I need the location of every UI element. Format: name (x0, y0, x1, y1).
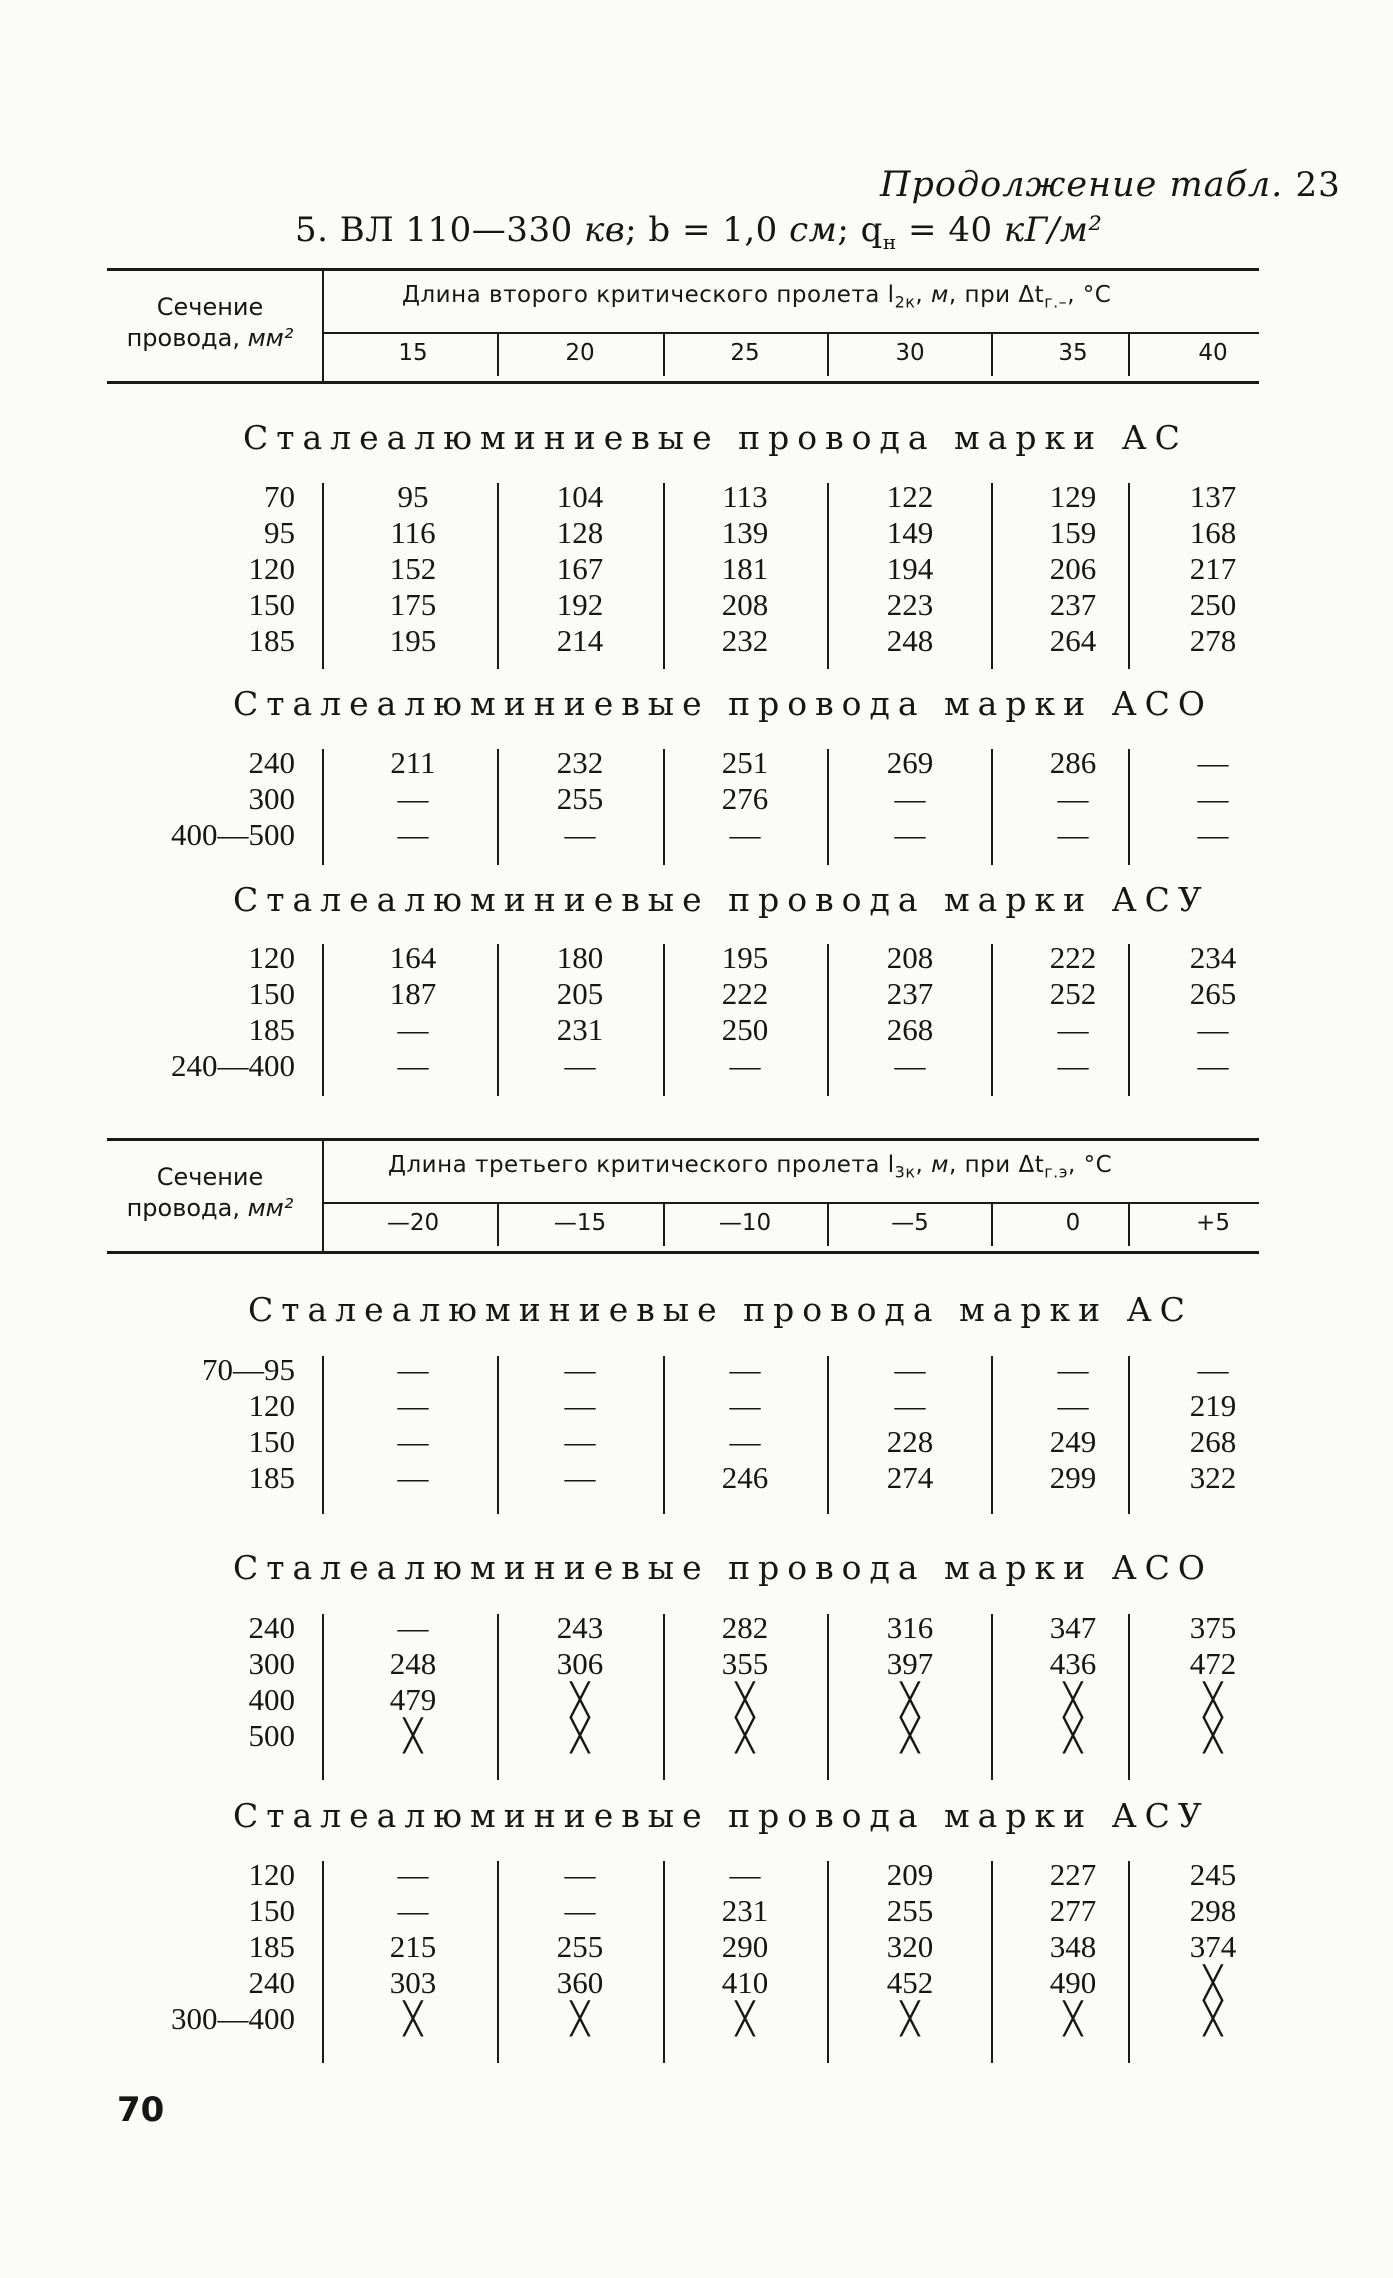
table-cell: 250 (1189, 587, 1237, 622)
table-number: 23 (1295, 165, 1341, 205)
table-cell: 268 (886, 1012, 934, 1047)
table1-top-header-end: , °C (1067, 282, 1112, 308)
table-cell: ╳ (1203, 1682, 1223, 1717)
subtitle-q-part: ; q (837, 210, 883, 250)
table-cell: 316 (886, 1610, 934, 1645)
table-cell: — (397, 1893, 429, 1928)
row-label-separator (322, 944, 324, 1096)
table-cell: — (564, 1388, 596, 1423)
table2-top-header-end: , °C (1068, 1152, 1113, 1178)
table-cell: 246 (721, 1460, 769, 1495)
table-cell: 255 (556, 781, 604, 816)
row-label: 300 (248, 1646, 295, 1681)
table-cell: 276 (721, 781, 769, 816)
table-cell: 217 (1189, 551, 1237, 586)
column-separator (991, 1861, 993, 2063)
table-cell: ╳ (900, 1718, 920, 1753)
table-cell: 194 (886, 551, 934, 586)
column-separator (497, 1356, 499, 1514)
table-cell: ╳ (1063, 1718, 1083, 1753)
table-cell: — (564, 1424, 596, 1459)
table-cell: — (397, 1048, 429, 1083)
table2-top-header-mid: , (915, 1152, 932, 1178)
table-cell: 187 (389, 976, 437, 1011)
table-cell: 175 (389, 587, 437, 622)
table2-header-divider (322, 1140, 324, 1252)
table-cell: ╳ (1203, 1718, 1223, 1753)
row-label: 400 (248, 1682, 295, 1717)
table-cell: 306 (556, 1646, 604, 1681)
table2-top-header-sub: 3к (894, 1162, 916, 1182)
table-cell: 149 (886, 515, 934, 550)
row-label: 300—400 (171, 2001, 295, 2036)
table-cell: 290 (721, 1929, 769, 1964)
row-label: 185 (248, 1012, 295, 1047)
column-separator (991, 749, 993, 865)
table1-top-header-mid: , (915, 282, 932, 308)
table-cell: — (1057, 1048, 1089, 1083)
table-cell: 180 (556, 940, 604, 975)
table-cell: — (397, 1857, 429, 1892)
table-cell: — (729, 1048, 761, 1083)
column-separator (497, 749, 499, 865)
subtitle-q-subscript: н (882, 229, 897, 254)
table-cell: — (729, 1388, 761, 1423)
table-cell: 303 (389, 1965, 437, 2000)
column-separator (1128, 1614, 1130, 1780)
table-cell: ╳ (735, 1682, 755, 1717)
table1-left-header-line1: Сечение (156, 293, 264, 321)
table-cell: 95 (397, 479, 429, 514)
table1-top-header (402, 282, 1111, 312)
table2-top-header (388, 1152, 1112, 1182)
column-header: 40 (1198, 340, 1228, 366)
column-header: 0 (1065, 1210, 1081, 1236)
table-cell: 228 (886, 1424, 934, 1459)
table-cell: 265 (1189, 976, 1237, 1011)
subtitle-prefix: 5. ВЛ 110—330 (295, 210, 585, 250)
column-separator (497, 944, 499, 1096)
column-separator (1128, 944, 1130, 1096)
table-cell: 219 (1189, 1388, 1237, 1423)
table-cell: — (397, 1388, 429, 1423)
table-cell: — (894, 1388, 926, 1423)
table-cell: — (1057, 1352, 1089, 1387)
table-cell: 222 (721, 976, 769, 1011)
table-cell: 209 (886, 1857, 934, 1892)
page-number: 70 (117, 2090, 165, 2130)
table2-header-bottom-rule (107, 1251, 1259, 1254)
column-separator (827, 1614, 829, 1780)
table-cell: 129 (1049, 479, 1097, 514)
row-label: 185 (248, 623, 295, 658)
column-header: 15 (398, 340, 428, 366)
column-separator (991, 1614, 993, 1780)
subtitle-sm-unit: см (789, 210, 838, 250)
table-cell: 232 (721, 623, 769, 658)
table-cell: 452 (886, 1965, 934, 2000)
table-cell: — (1057, 1388, 1089, 1423)
table-cell: 104 (556, 479, 604, 514)
table-cell: ╳ (1063, 1682, 1083, 1717)
table-cell: — (397, 781, 429, 816)
table-cell: ╳ (900, 2001, 920, 2036)
table2-top-header-sub2: г.э (1044, 1162, 1069, 1182)
table-cell: — (397, 1424, 429, 1459)
table-cell: — (564, 817, 596, 852)
table-cell: 211 (390, 745, 436, 780)
table-cell: 490 (1049, 1965, 1097, 2000)
table-cell: 282 (721, 1610, 769, 1645)
table-cell: 137 (1189, 479, 1237, 514)
column-separator (663, 1356, 665, 1514)
section-title: Сталеалюминиевые провода марки АСО (233, 1548, 1213, 1587)
table-cell: 128 (556, 515, 604, 550)
row-label-separator (322, 1614, 324, 1780)
row-label: 120 (248, 940, 295, 975)
table-cell: — (729, 817, 761, 852)
row-label: 150 (248, 976, 295, 1011)
row-label: 70 (264, 479, 295, 514)
column-separator (663, 1861, 665, 2063)
table-cell: 222 (1049, 940, 1097, 975)
row-label-separator (322, 483, 324, 669)
column-header: —20 (386, 1210, 440, 1236)
table1-left-header-line2: провода, (126, 324, 248, 352)
table-cell: 181 (721, 551, 769, 586)
table-cell: ╳ (735, 1718, 755, 1753)
table-cell: — (729, 1857, 761, 1892)
table-cell: ╳ (403, 1718, 423, 1753)
table-cell: 231 (556, 1012, 604, 1047)
table-cell: 192 (556, 587, 604, 622)
table-cell: ╳ (570, 1718, 590, 1753)
column-separator (497, 1202, 499, 1246)
table-cell: — (1197, 1352, 1229, 1387)
section-title: Сталеалюминиевые провода марки АС (243, 418, 1188, 457)
subtitle-kv-unit: кв (584, 210, 626, 250)
column-separator (1128, 1861, 1130, 2063)
table-cell: 215 (389, 1929, 437, 1964)
table2-left-header (110, 1162, 310, 1224)
table2-subheader-rule (322, 1202, 1259, 1204)
table-cell: 264 (1049, 623, 1097, 658)
table1-left-header (110, 292, 310, 354)
table-cell: — (1197, 781, 1229, 816)
section-title: Сталеалюминиевые провода марки АСО (233, 684, 1213, 723)
table-cell: 269 (886, 745, 934, 780)
continuation-label: Продолжение табл. (880, 165, 1284, 205)
row-label: 240 (248, 1965, 295, 2000)
column-separator (1128, 749, 1130, 865)
row-label: 120 (248, 1388, 295, 1423)
table-cell: — (1197, 1012, 1229, 1047)
table-cell: 479 (389, 1682, 437, 1717)
subtitle-b-part: ; b = 1,0 (625, 210, 790, 250)
table-cell: 298 (1189, 1893, 1237, 1928)
row-label: 120 (248, 551, 295, 586)
column-separator (991, 332, 993, 376)
table-cell: — (894, 781, 926, 816)
table-cell: — (729, 1424, 761, 1459)
table-cell: 375 (1189, 1610, 1237, 1645)
table-cell: ╳ (570, 2001, 590, 2036)
column-separator (827, 1356, 829, 1514)
table-cell: — (397, 817, 429, 852)
table-cell: 237 (886, 976, 934, 1011)
table-cell: 223 (886, 587, 934, 622)
table-cell: — (894, 1048, 926, 1083)
table-cell: — (564, 1893, 596, 1928)
table1-header-divider (322, 270, 324, 382)
row-label: 95 (264, 515, 295, 550)
table-cell: ╳ (1203, 2001, 1223, 2036)
table-cell: 248 (389, 1646, 437, 1681)
table-cell: 195 (389, 623, 437, 658)
column-header: —10 (718, 1210, 772, 1236)
table-cell: — (894, 1352, 926, 1387)
table-cell: 208 (886, 940, 934, 975)
table-cell: 167 (556, 551, 604, 586)
table2-top-header-m: м (931, 1152, 949, 1178)
column-separator (1128, 1356, 1130, 1514)
table-cell: ╳ (403, 2001, 423, 2036)
table-cell: 214 (556, 623, 604, 658)
row-label: 150 (248, 587, 295, 622)
table-cell: 208 (721, 587, 769, 622)
column-separator (827, 944, 829, 1096)
row-label: 185 (248, 1929, 295, 1964)
table-cell: 205 (556, 976, 604, 1011)
table1-header-bottom-rule (107, 381, 1259, 384)
table-cell: 243 (556, 1610, 604, 1645)
column-separator (827, 749, 829, 865)
column-separator (497, 483, 499, 669)
row-label: 240 (248, 745, 295, 780)
table2-left-header-line2: провода, (126, 1194, 248, 1222)
table-cell: 410 (721, 1965, 769, 2000)
column-header: —5 (891, 1210, 929, 1236)
table-continuation-caption (880, 165, 1341, 205)
column-header: 20 (565, 340, 595, 366)
table-cell: 113 (722, 479, 768, 514)
table-cell: 255 (886, 1893, 934, 1928)
table1-top-header-sub: 2к (894, 292, 916, 312)
table-cell: — (564, 1048, 596, 1083)
row-label: 70—95 (202, 1352, 295, 1387)
row-label-separator (322, 1861, 324, 2063)
table-cell: — (1197, 745, 1229, 780)
table-cell: 206 (1049, 551, 1097, 586)
table-cell: 397 (886, 1646, 934, 1681)
column-separator (827, 1202, 829, 1246)
column-header: 25 (730, 340, 760, 366)
table1-left-header-unit: мм² (247, 324, 294, 352)
table-cell: ╳ (735, 2001, 755, 2036)
column-separator (1128, 483, 1130, 669)
column-separator (991, 1356, 993, 1514)
row-label-separator (322, 749, 324, 865)
column-header: 35 (1058, 340, 1088, 366)
table2-left-header-line1: Сечение (156, 1163, 264, 1191)
table1-top-header-sub2: г.– (1044, 292, 1068, 312)
column-separator (663, 1614, 665, 1780)
table-cell: — (397, 1610, 429, 1645)
table-cell: 277 (1049, 1893, 1097, 1928)
column-separator (663, 483, 665, 669)
column-separator (497, 332, 499, 376)
table-cell: ╳ (570, 1682, 590, 1717)
table1-top-rule (107, 268, 1259, 271)
table-cell: 355 (721, 1646, 769, 1681)
table-cell: — (564, 1352, 596, 1387)
table-cell: — (397, 1012, 429, 1047)
table-cell: 248 (886, 623, 934, 658)
table-cell: 250 (721, 1012, 769, 1047)
row-label: 150 (248, 1424, 295, 1459)
column-header: —15 (553, 1210, 607, 1236)
table-cell: — (564, 1460, 596, 1495)
table-cell: — (1197, 1048, 1229, 1083)
subtitle-q-value: = 40 (896, 210, 1004, 250)
section-title: Сталеалюминиевые провода марки АС (248, 1290, 1193, 1329)
table-cell: 436 (1049, 1646, 1097, 1681)
section-title: Сталеалюминиевые провода марки АСУ (233, 1796, 1210, 1835)
column-separator (827, 483, 829, 669)
column-separator (1128, 1202, 1130, 1246)
table-cell: 195 (721, 940, 769, 975)
row-label: 240 (248, 1610, 295, 1645)
table-cell: 232 (556, 745, 604, 780)
table-cell: 322 (1189, 1460, 1237, 1495)
table1-subheader-rule (322, 332, 1259, 334)
column-separator (827, 332, 829, 376)
table-cell: ╳ (1203, 1965, 1223, 2000)
column-separator (991, 1202, 993, 1246)
column-separator (991, 483, 993, 669)
row-label: 185 (248, 1460, 295, 1495)
table-cell: ╳ (1063, 2001, 1083, 2036)
table-cell: 231 (721, 1893, 769, 1928)
table1-top-header-suffix: , при Δt (948, 282, 1045, 308)
table-cell: — (397, 1460, 429, 1495)
table-cell: — (729, 1352, 761, 1387)
column-separator (663, 944, 665, 1096)
table-cell: 249 (1049, 1424, 1097, 1459)
table-cell: 286 (1049, 745, 1097, 780)
table-cell: 299 (1049, 1460, 1097, 1495)
table-cell: — (1057, 781, 1089, 816)
table-cell: 237 (1049, 587, 1097, 622)
row-label: 300 (248, 781, 295, 816)
column-separator (663, 749, 665, 865)
table-cell: 168 (1189, 515, 1237, 550)
row-label: 400—500 (171, 817, 295, 852)
table-cell: 234 (1189, 940, 1237, 975)
table2-left-header-unit: мм² (247, 1194, 294, 1222)
table-cell: 374 (1189, 1929, 1237, 1964)
table-cell: 152 (389, 551, 437, 586)
table-cell: 251 (721, 745, 769, 780)
table-cell: 268 (1189, 1424, 1237, 1459)
column-header: 30 (895, 340, 925, 366)
table-cell: 227 (1049, 1857, 1097, 1892)
table-cell: 348 (1049, 1929, 1097, 1964)
column-separator (991, 944, 993, 1096)
table-subtitle (295, 210, 1103, 254)
table-cell: 472 (1189, 1646, 1237, 1681)
column-separator (827, 1861, 829, 2063)
table-cell: — (397, 1352, 429, 1387)
column-separator (497, 1861, 499, 2063)
table1-top-header-m: м (931, 282, 949, 308)
column-separator (663, 332, 665, 376)
table-cell: 255 (556, 1929, 604, 1964)
subtitle-unit: кГ/м² (1003, 210, 1103, 250)
table-cell: — (1057, 817, 1089, 852)
table-cell: 320 (886, 1929, 934, 1964)
column-separator (663, 1202, 665, 1246)
table-cell: 116 (390, 515, 436, 550)
table2-top-header-suffix: , при Δt (948, 1152, 1045, 1178)
table-cell: 245 (1189, 1857, 1237, 1892)
column-separator (1128, 332, 1130, 376)
table-cell: 159 (1049, 515, 1097, 550)
table1-top-header-prefix: Длина второго критического пролета l (402, 282, 895, 308)
table-cell: — (564, 1857, 596, 1892)
table-cell: 252 (1049, 976, 1097, 1011)
row-label: 240—400 (171, 1048, 295, 1083)
section-title: Сталеалюминиевые провода марки АСУ (233, 880, 1210, 919)
table-cell: ╳ (900, 1682, 920, 1717)
row-label: 500 (248, 1718, 295, 1753)
table-cell: 274 (886, 1460, 934, 1495)
table-cell: 278 (1189, 623, 1237, 658)
row-label: 120 (248, 1857, 295, 1892)
table-cell: 122 (886, 479, 934, 514)
table-cell: 360 (556, 1965, 604, 2000)
table2-top-rule (107, 1138, 1259, 1141)
table-cell: — (894, 817, 926, 852)
table2-top-header-prefix: Длина третьего критического пролета l (388, 1152, 895, 1178)
row-label-separator (322, 1356, 324, 1514)
row-label: 150 (248, 1893, 295, 1928)
table-cell: 139 (721, 515, 769, 550)
table-cell: — (1057, 1012, 1089, 1047)
table-cell: 347 (1049, 1610, 1097, 1645)
column-separator (497, 1614, 499, 1780)
table-cell: 164 (389, 940, 437, 975)
column-header: +5 (1196, 1210, 1230, 1236)
table-cell: — (1197, 817, 1229, 852)
